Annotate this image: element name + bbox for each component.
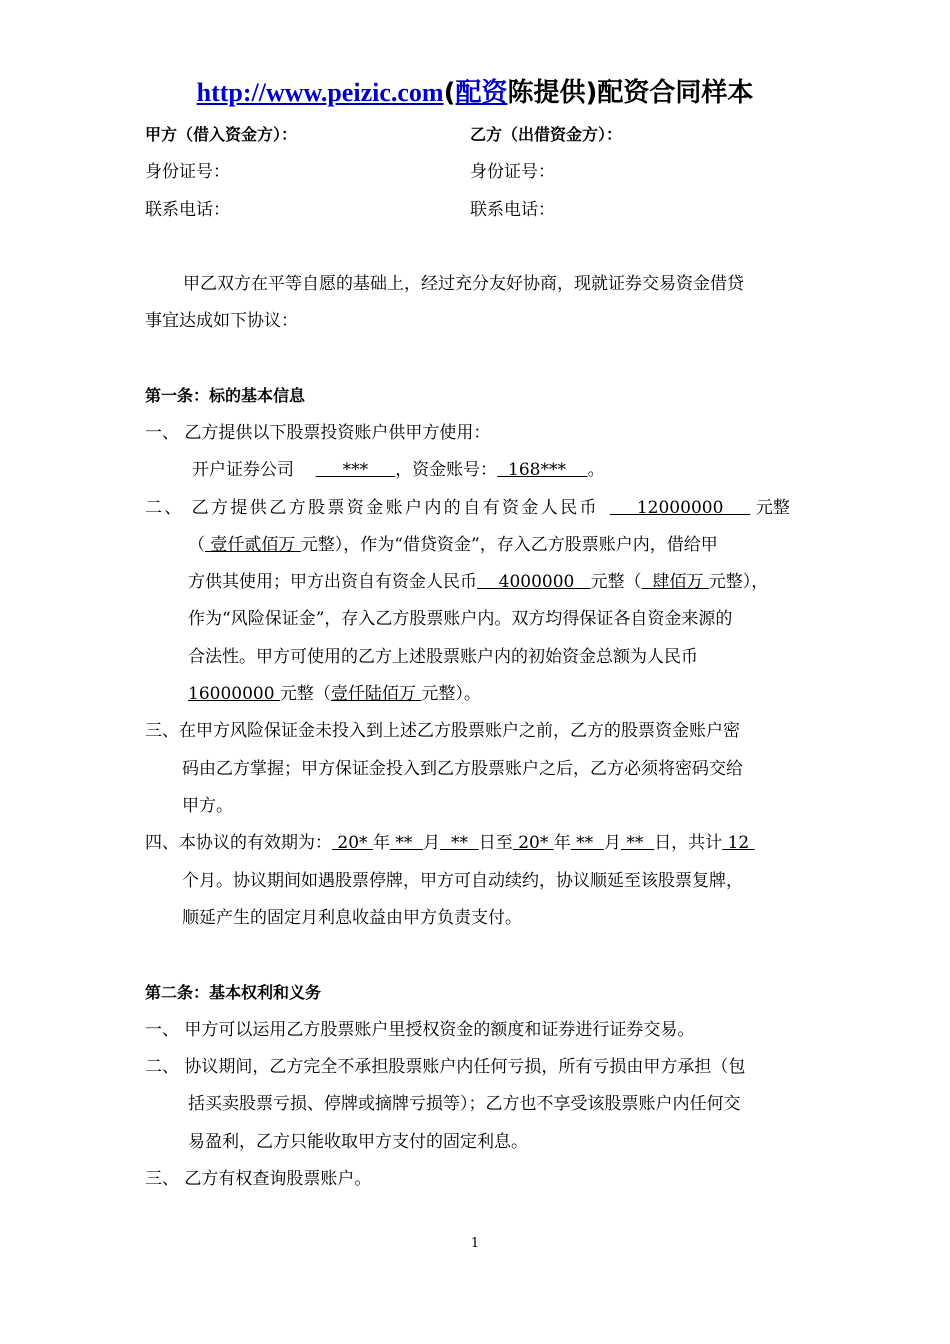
term-months: 12 xyxy=(727,833,750,853)
broker-value: *** xyxy=(342,460,369,480)
art1-clause3-line2: 码由乙方掌握；甲方保证金投入到乙方股票账户之后，乙方必须将密码交给 xyxy=(182,759,743,779)
art2-clause3: 三、 乙方有权查询股票账户。 xyxy=(145,1169,372,1189)
art1-clause4-line3: 顺延产生的固定月利息收益由甲方负责支付。 xyxy=(182,908,522,928)
title-rest: 陈提供)配资合同样本 xyxy=(507,78,754,108)
loan-amount-cn: 壹仟贰佰万 xyxy=(210,535,296,555)
intro-line-2: 事宜达成如下协议： xyxy=(145,311,298,331)
art1-clause3-line3: 甲方。 xyxy=(182,796,233,816)
art1-clause3-line1: 三、在甲方风险保证金未投入到上述乙方股票账户之前，乙方的股票资金账户密 xyxy=(145,721,740,741)
art2-clause2-line1: 二、 协议期间，乙方完全不承担股票账户内任何亏损，所有亏损由甲方承担（包 xyxy=(145,1057,746,1077)
total-amount-cn: 壹仟陆佰万 xyxy=(330,684,416,704)
page-number: 1 xyxy=(470,1236,480,1251)
art1-clause2-line2: （ 壹仟贰佰万 元整），作为“借贷资金”，存入乙方股票账户内，借给甲 xyxy=(188,535,718,555)
art2-clause2-line2: 括买卖股票亏损、停牌或摘牌亏损等）；乙方也不享受该股票账户内任何交 xyxy=(188,1094,741,1114)
intro-line-1: 甲乙双方在平等自愿的基础上，经过充分友好协商，现就证券交易资金借贷 xyxy=(183,274,744,294)
party-b-id: 身份证号： xyxy=(470,162,555,182)
end-day: ** xyxy=(626,833,644,853)
start-year: 20* xyxy=(337,833,368,853)
art1-clause2-line4: 作为“风险保证金”，存入乙方股票账户内。双方均得保证各自资金来源的 xyxy=(188,609,733,629)
start-month: ** xyxy=(395,833,413,853)
total-amount: 16000000 xyxy=(188,684,275,704)
end-month: ** xyxy=(576,833,594,853)
loan-amount: 12000000 xyxy=(636,498,724,518)
party-a-id: 身份证号： xyxy=(145,162,230,182)
party-a-label: 甲方（借入资金方）： xyxy=(145,125,298,144)
article-2-heading: 第二条：基本权利和义务 xyxy=(145,983,322,1002)
art1-clause2-line5: 合法性。甲方可使用的乙方上述股票账户内的初始资金总额为人民币 xyxy=(188,647,698,667)
art1-clause4-line1: 四、本协议的有效期为： 20* 年 ** 月 ** 日至 20* 年 ** 月 ** 日，共计 12 xyxy=(145,833,750,853)
title-open-paren: ( xyxy=(443,78,456,108)
broker-label: 开户证券公司 xyxy=(192,460,294,480)
party-b-label: 乙方（出借资金方）： xyxy=(470,125,623,144)
end-year: 20* xyxy=(518,833,549,853)
art1-clause4-line2: 个月。协议期间如遇股票停牌，甲方可自动续约，协议顺延至该股票复牌， xyxy=(182,871,743,891)
title-highlight[interactable]: 配资 xyxy=(455,78,508,107)
title-link[interactable]: http://www.peizic.com xyxy=(196,78,444,107)
art1-clause2-line1: 二、 乙方提供乙方股票资金账户内的自有资金人民币 12000000 元整 xyxy=(145,498,790,518)
margin-amount: 4000000 xyxy=(498,572,575,592)
margin-amount-cn: 肆佰万 xyxy=(652,572,704,592)
party-b-phone: 联系电话： xyxy=(470,200,555,220)
account-label: ，资金账号： xyxy=(395,460,498,480)
article-1-heading: 第一条：标的基本信息 xyxy=(145,386,306,405)
art2-clause1: 一、 甲方可以运用乙方股票账户里授权资金的额度和证券进行证券交易。 xyxy=(145,1020,695,1040)
page-title xyxy=(0,72,950,109)
art1-clause1-line1: 一、 乙方提供以下股票投资账户供甲方使用： xyxy=(145,423,491,443)
start-day: ** xyxy=(450,833,468,853)
art2-clause2-line3: 易盈利，乙方只能收取甲方支付的固定利息。 xyxy=(188,1132,528,1152)
art1-clause2-line3: 方供其使用；甲方出资自有资金人民币 4000000 元整（ 肆佰万 元整）， xyxy=(188,572,769,592)
art1-clause2-line6: 16000000 元整（壹仟陆佰万 元整）。 xyxy=(188,684,481,704)
art1-clause1-line2: 开户证券公司 *** ，资金账号： 168*** 。 xyxy=(192,460,605,480)
party-a-phone: 联系电话： xyxy=(145,200,230,220)
account-value: 168*** xyxy=(508,460,566,480)
